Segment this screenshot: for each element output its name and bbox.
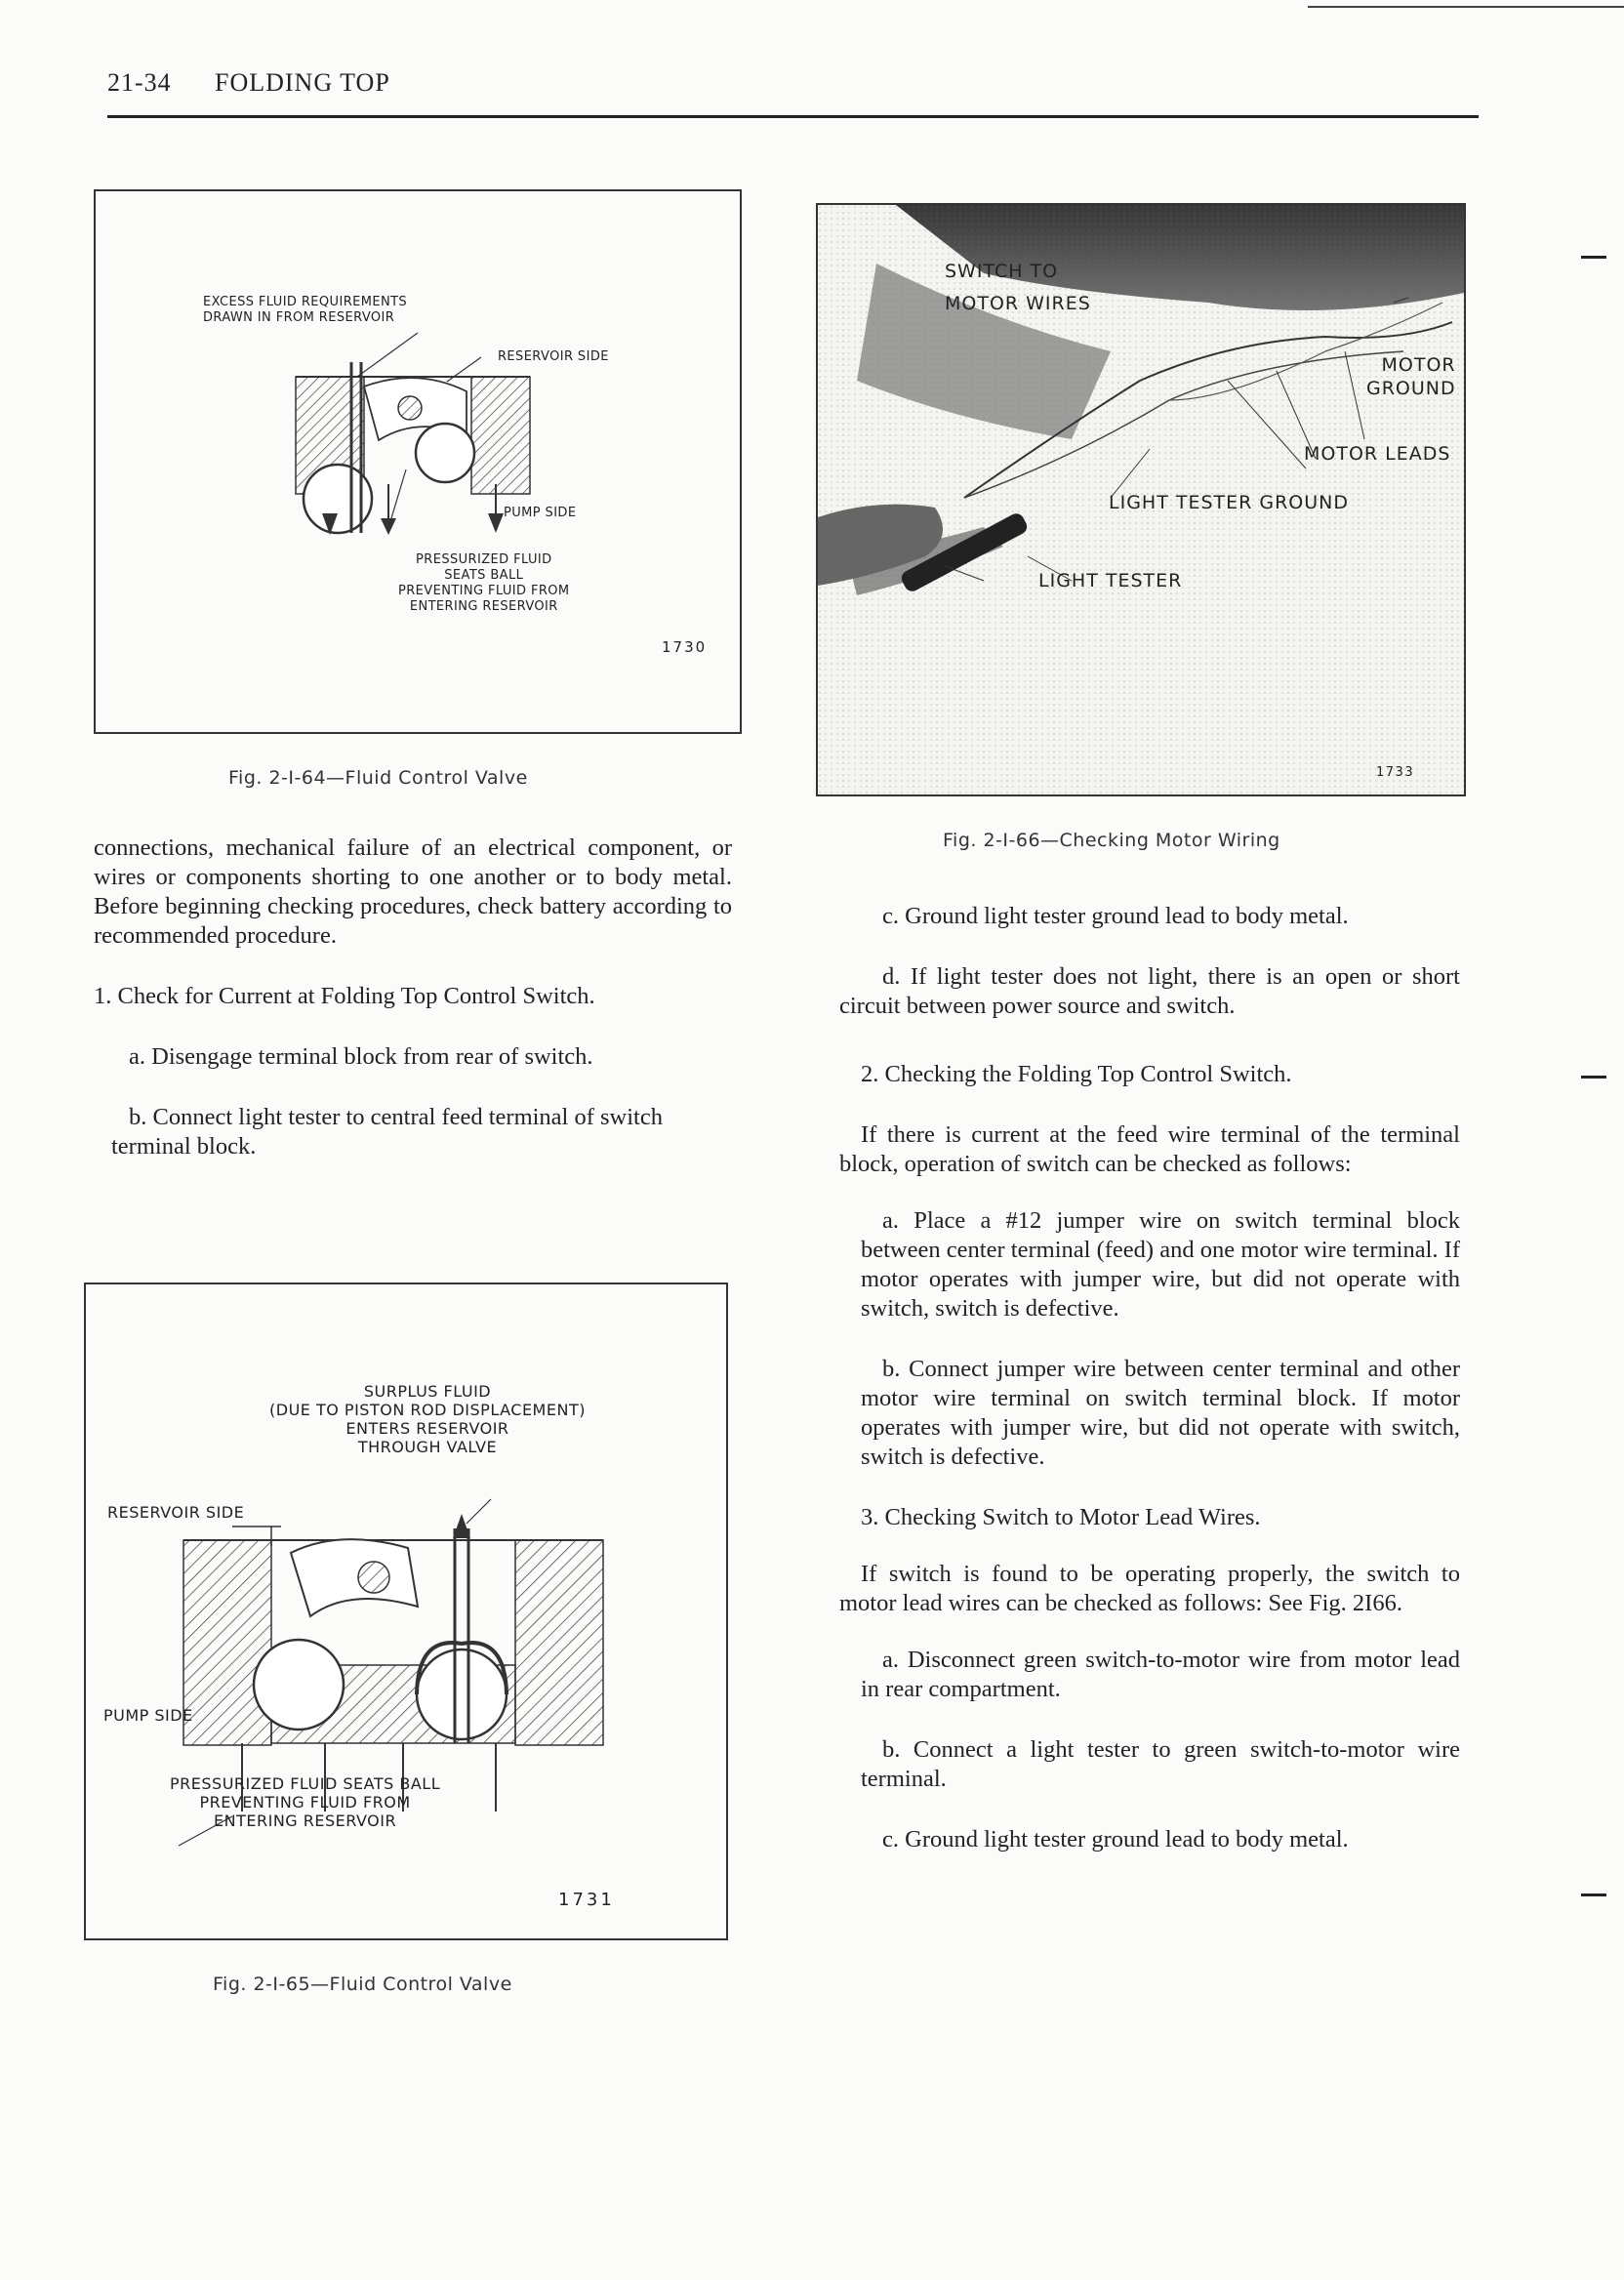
figure-number: 1730 (662, 638, 708, 656)
step2b: b. Connect jumper wire between center terminal and other motor wire terminal on switch terminal block. If motor operates with jumper wire, but did not operate with switch, switch is defective. (861, 1356, 1460, 1470)
label-switch-to-motor-wires: SWITCH TO MOTOR WIRES (945, 261, 1091, 314)
label-pressurized-fluid: PRESSURIZED FLUID SEATS BALL PREVENTING FLUID FROM ENTERING RESERVOIR (170, 1774, 441, 1830)
label-motor-ground: MOTOR GROUND (1366, 354, 1456, 399)
label-reservoir-side: RESERVOIR SIDE (107, 1503, 245, 1522)
figure-66-caption: Fig. 2-I-66—Checking Motor Wiring (943, 830, 1280, 851)
margin-mark (1581, 256, 1606, 259)
step1b: b. Connect light tester to central feed terminal of switch terminal block. (111, 1104, 663, 1160)
step3-title: 3. Checking Switch to Motor Lead Wires. (861, 1504, 1261, 1530)
label-pump-side: PUMP SIDE (504, 506, 577, 520)
page-number: 21-34 (107, 68, 172, 97)
label-light-tester: LIGHT TESTER (1038, 570, 1183, 591)
figure-number: 1731 (558, 1890, 615, 1910)
label-motor-leads: MOTOR LEADS (1304, 443, 1451, 465)
step2-intro: If there is current at the feed wire terminal of the terminal block, operation of switch can be checked as follows: (839, 1121, 1460, 1177)
label-surplus-fluid: SURPLUS FLUID (DUE TO PISTON ROD DISPLACEMENT) ENTERS RESERVOIR THROUGH VALVE (269, 1382, 586, 1456)
figure-65-caption: Fig. 2-I-65—Fluid Control Valve (213, 1974, 512, 1995)
step1c: c. Ground light tester ground lead to body metal. (882, 903, 1349, 929)
valve-diagram-64 (96, 191, 740, 732)
step3a: a. Disconnect green switch-to-motor wire from motor lead in rear compartment. (861, 1647, 1460, 1702)
step1-title: 1. Check for Current at Folding Top Control Switch. (94, 983, 595, 1009)
header-rule (107, 115, 1479, 118)
figure-65-frame (84, 1282, 728, 1940)
para-intro: connections, mechanical failure of an electrical component, or wires or components shorting to one another or to body metal. Before beginning checking procedures, check battery according to recommended procedure. (94, 835, 732, 949)
margin-mark (1581, 1076, 1606, 1079)
figure-66-frame (816, 203, 1466, 796)
step3c: c. Ground light tester ground lead to body metal. (882, 1826, 1349, 1852)
label-reservoir-side: RESERVOIR SIDE (498, 349, 609, 364)
step1a: a. Disengage terminal block from rear of switch. (129, 1043, 593, 1070)
label-pump-side: PUMP SIDE (103, 1706, 193, 1725)
label-light-tester-ground: LIGHT TESTER GROUND (1109, 492, 1349, 513)
left-column-text (94, 834, 732, 1161)
label-excess-fluid: EXCESS FLUID REQUIREMENTS DRAWN IN FROM RESERVOIR (203, 295, 408, 325)
top-edge-rule (1308, 6, 1624, 8)
step2-title: 2. Checking the Folding Top Control Switch. (861, 1061, 1292, 1087)
step3b: b. Connect a light tester to green switch-to-motor wire terminal. (861, 1736, 1460, 1792)
margin-mark (1581, 1893, 1606, 1896)
step2a: a. Place a #12 jumper wire on switch terminal block between center terminal (feed) and one motor wire terminal. If motor operates with jumper wire, but did not operate with switch, switch is defective. (861, 1207, 1460, 1322)
figure-64-frame (94, 189, 742, 734)
label-pressurized-fluid: PRESSURIZED FLUID SEATS BALL PREVENTING FLUID FROM ENTERING RESERVOIR (398, 552, 570, 614)
figure-number: 1733 (1376, 765, 1415, 780)
right-column-text (839, 902, 1460, 1854)
section-title: FOLDING TOP (215, 68, 390, 97)
step3-intro: If switch is found to be operating properly, the switch to motor lead wires can be checked as follows: See Fig. 2I66. (839, 1561, 1460, 1616)
figure-64-caption: Fig. 2-I-64—Fluid Control Valve (228, 767, 528, 789)
step1d: d. If light tester does not light, there is an open or short circuit between power source and switch. (839, 963, 1460, 1019)
